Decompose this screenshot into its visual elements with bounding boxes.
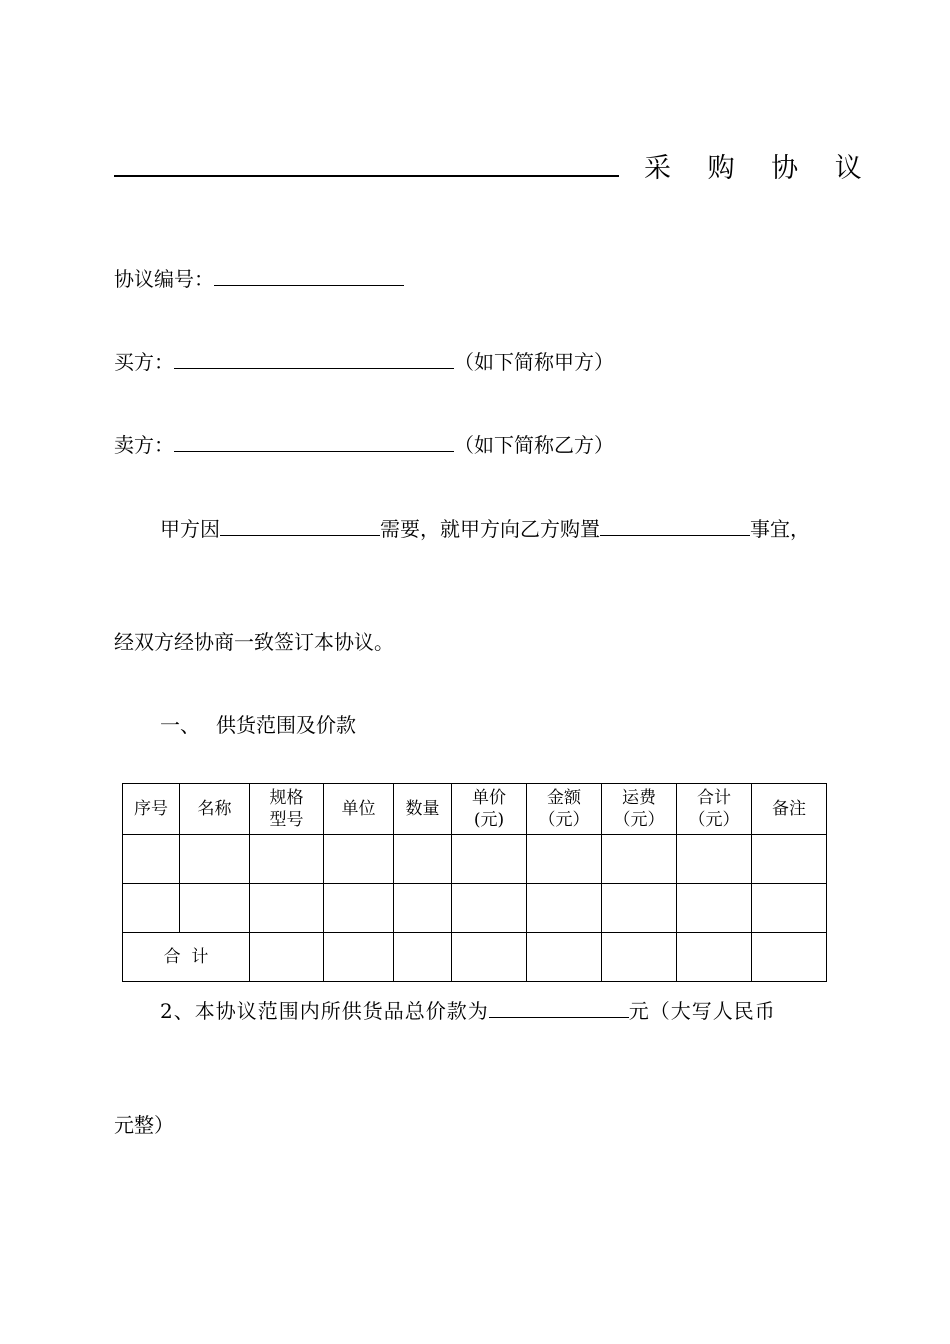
intro-part3: 事宜， bbox=[750, 517, 810, 541]
buyer-label: 买方： bbox=[114, 350, 174, 374]
table-cell[interactable] bbox=[394, 884, 452, 933]
table-cell[interactable] bbox=[602, 884, 677, 933]
header-cell-remark: 备注 bbox=[752, 784, 827, 835]
table-cell[interactable] bbox=[677, 884, 752, 933]
header-cell-amount: 金额 （元） bbox=[527, 784, 602, 835]
clause-2-text: 2、本协议范围内所供货品总价款为 bbox=[160, 999, 489, 1023]
reason-field[interactable] bbox=[220, 515, 380, 536]
table-row bbox=[123, 884, 827, 933]
table-header-row bbox=[123, 784, 827, 835]
table-cell[interactable] bbox=[677, 933, 752, 982]
table-cell[interactable] bbox=[324, 884, 394, 933]
table-cell[interactable] bbox=[250, 835, 324, 884]
header-cell-freight: 运费 （元） bbox=[602, 784, 677, 835]
table-row bbox=[123, 835, 827, 884]
agreement-no-field[interactable] bbox=[214, 265, 404, 286]
table-cell[interactable] bbox=[602, 835, 677, 884]
seller-label: 卖方： bbox=[114, 433, 174, 457]
header-cell-unit-price: 单价 (元) bbox=[452, 784, 527, 835]
table-cell[interactable] bbox=[602, 933, 677, 982]
table-cell[interactable] bbox=[527, 933, 602, 982]
table-cell[interactable] bbox=[180, 835, 250, 884]
header-cell-unit: 单位 bbox=[324, 784, 394, 835]
table-cell[interactable] bbox=[324, 835, 394, 884]
table-cell[interactable] bbox=[123, 884, 180, 933]
intro-part1: 甲方因 bbox=[160, 517, 220, 541]
table-cell[interactable] bbox=[452, 884, 527, 933]
intro-line-1 bbox=[160, 515, 810, 541]
clause-2-line-2: 元整） bbox=[114, 1113, 174, 1137]
table-cell[interactable] bbox=[752, 884, 827, 933]
section-1-number: 一、 bbox=[160, 713, 200, 737]
table-cell[interactable] bbox=[752, 933, 827, 982]
header-cell-qty: 数量 bbox=[394, 784, 452, 835]
header-cell-spec: 规格 型号 bbox=[250, 784, 324, 835]
table-total-row bbox=[123, 933, 827, 982]
table-cell[interactable] bbox=[452, 835, 527, 884]
table-cell[interactable] bbox=[677, 835, 752, 884]
clause-2-line-1 bbox=[160, 997, 776, 1023]
header-cell-subtotal: 合计 （元） bbox=[677, 784, 752, 835]
table-cell[interactable] bbox=[394, 835, 452, 884]
seller-row bbox=[114, 431, 614, 457]
intro-part2: 需要，就甲方向乙方购置 bbox=[380, 517, 600, 541]
table-cell[interactable] bbox=[394, 933, 452, 982]
table-cell[interactable] bbox=[324, 933, 394, 982]
seller-suffix: （如下简称乙方） bbox=[454, 433, 614, 457]
seller-field[interactable] bbox=[174, 431, 454, 452]
section-1-title: 供货范围及价款 bbox=[216, 713, 356, 737]
clause-2-suffix: 元（大写人民币 bbox=[628, 999, 776, 1023]
buyer-row bbox=[114, 348, 614, 374]
table-cell[interactable] bbox=[752, 835, 827, 884]
intro-line-2: 经双方经协商一致签订本协议。 bbox=[114, 630, 394, 654]
table-cell[interactable] bbox=[180, 884, 250, 933]
header-cell-no: 序号 bbox=[123, 784, 180, 835]
table-cell[interactable] bbox=[527, 884, 602, 933]
purchase-item-field[interactable] bbox=[600, 515, 750, 536]
buyer-suffix: （如下简称甲方） bbox=[454, 350, 614, 374]
section-1-heading bbox=[160, 713, 356, 737]
table-cell[interactable] bbox=[250, 884, 324, 933]
agreement-no-row bbox=[114, 265, 404, 291]
agreement-no-label: 协议编号： bbox=[114, 267, 214, 291]
buyer-field[interactable] bbox=[174, 348, 454, 369]
goods-table bbox=[122, 783, 827, 982]
page-title: 采 购 协 议 bbox=[644, 153, 876, 184]
table-cell[interactable] bbox=[527, 835, 602, 884]
total-price-field[interactable] bbox=[489, 997, 629, 1018]
total-label: 合 计 bbox=[123, 933, 250, 982]
table-cell[interactable] bbox=[123, 835, 180, 884]
title-underline bbox=[114, 175, 619, 177]
header-cell-name: 名称 bbox=[180, 784, 250, 835]
table-cell[interactable] bbox=[250, 933, 324, 982]
table-cell[interactable] bbox=[452, 933, 527, 982]
